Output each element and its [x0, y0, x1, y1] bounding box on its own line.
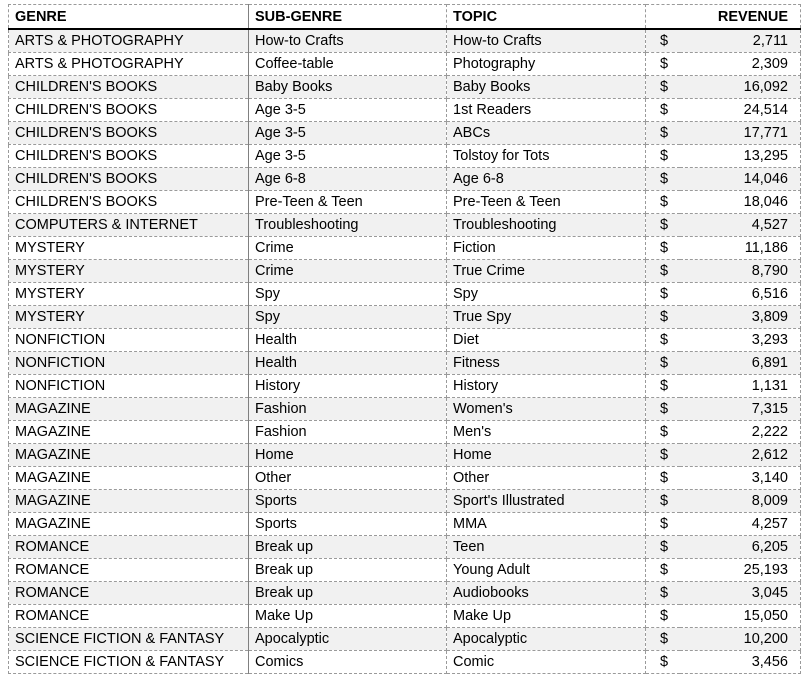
cell-genre[interactable]: CHILDREN'S BOOKS — [9, 168, 249, 191]
cell-sub-genre[interactable]: Baby Books — [249, 76, 447, 99]
cell-revenue[interactable]: 2,309 — [680, 53, 801, 76]
cell-sub-genre[interactable]: Health — [249, 329, 447, 352]
cell-genre[interactable]: MYSTERY — [9, 260, 249, 283]
cell-currency-symbol[interactable]: $ — [646, 29, 680, 53]
cell-revenue[interactable]: 1,131 — [680, 375, 801, 398]
cell-currency-symbol[interactable]: $ — [646, 283, 680, 306]
cell-revenue[interactable]: 6,205 — [680, 536, 801, 559]
table-row[interactable] — [9, 168, 801, 191]
cell-revenue[interactable]: 25,193 — [680, 559, 801, 582]
table-row[interactable] — [9, 651, 801, 674]
cell-revenue[interactable]: 3,293 — [680, 329, 801, 352]
cell-revenue[interactable]: 14,046 — [680, 168, 801, 191]
cell-revenue[interactable]: 10,200 — [680, 628, 801, 651]
cell-genre[interactable]: SCIENCE FICTION & FANTASY — [9, 651, 249, 674]
cell-topic[interactable]: Home — [447, 444, 646, 467]
cell-revenue[interactable]: 2,711 — [680, 29, 801, 53]
cell-sub-genre[interactable]: Make Up — [249, 605, 447, 628]
cell-topic[interactable]: MMA — [447, 513, 646, 536]
cell-sub-genre[interactable]: Age 6-8 — [249, 168, 447, 191]
spreadsheet-table-area — [8, 4, 800, 674]
cell-topic[interactable]: History — [447, 375, 646, 398]
cell-sub-genre[interactable]: Home — [249, 444, 447, 467]
table-row[interactable] — [9, 237, 801, 260]
table-row[interactable] — [9, 145, 801, 168]
cell-revenue[interactable]: 3,045 — [680, 582, 801, 605]
cell-topic[interactable]: Tolstoy for Tots — [447, 145, 646, 168]
cell-genre[interactable]: MAGAZINE — [9, 490, 249, 513]
cell-genre[interactable]: ROMANCE — [9, 559, 249, 582]
cell-topic[interactable]: Fitness — [447, 352, 646, 375]
cell-currency-symbol[interactable]: $ — [646, 99, 680, 122]
cell-currency-symbol[interactable]: $ — [646, 398, 680, 421]
cell-genre[interactable]: ROMANCE — [9, 582, 249, 605]
cell-sub-genre[interactable]: Spy — [249, 283, 447, 306]
cell-topic[interactable]: Pre-Teen & Teen — [447, 191, 646, 214]
cell-currency-symbol[interactable]: $ — [646, 375, 680, 398]
table-row[interactable] — [9, 490, 801, 513]
cell-genre[interactable]: CHILDREN'S BOOKS — [9, 191, 249, 214]
cell-revenue[interactable]: 3,809 — [680, 306, 801, 329]
table-row[interactable] — [9, 536, 801, 559]
cell-sub-genre[interactable]: Fashion — [249, 421, 447, 444]
column-header-sub-genre[interactable]: SUB-GENRE — [249, 5, 447, 30]
cell-genre[interactable]: ARTS & PHOTOGRAPHY — [9, 53, 249, 76]
cell-currency-symbol[interactable]: $ — [646, 490, 680, 513]
cell-sub-genre[interactable]: Crime — [249, 237, 447, 260]
cell-currency-symbol[interactable]: $ — [646, 628, 680, 651]
cell-topic[interactable]: Other — [447, 467, 646, 490]
cell-sub-genre[interactable]: Pre-Teen & Teen — [249, 191, 447, 214]
cell-sub-genre[interactable]: Age 3-5 — [249, 145, 447, 168]
cell-topic[interactable]: Apocalyptic — [447, 628, 646, 651]
cell-genre[interactable]: CHILDREN'S BOOKS — [9, 122, 249, 145]
table-row[interactable] — [9, 260, 801, 283]
cell-topic[interactable]: Make Up — [447, 605, 646, 628]
table-row[interactable] — [9, 352, 801, 375]
cell-topic[interactable]: Men's — [447, 421, 646, 444]
cell-genre[interactable]: NONFICTION — [9, 329, 249, 352]
cell-topic[interactable]: Age 6-8 — [447, 168, 646, 191]
cell-sub-genre[interactable]: Break up — [249, 559, 447, 582]
cell-revenue[interactable]: 3,140 — [680, 467, 801, 490]
table-row[interactable] — [9, 214, 801, 237]
cell-genre[interactable]: NONFICTION — [9, 352, 249, 375]
cell-revenue[interactable]: 6,891 — [680, 352, 801, 375]
cell-currency-symbol[interactable]: $ — [646, 122, 680, 145]
cell-currency-symbol[interactable]: $ — [646, 145, 680, 168]
cell-currency-symbol[interactable]: $ — [646, 306, 680, 329]
cell-sub-genre[interactable]: Fashion — [249, 398, 447, 421]
cell-topic[interactable]: True Crime — [447, 260, 646, 283]
cell-currency-symbol[interactable]: $ — [646, 467, 680, 490]
column-header-revenue[interactable]: REVENUE — [680, 5, 801, 30]
cell-topic[interactable]: Comic — [447, 651, 646, 674]
cell-topic[interactable]: Photography — [447, 53, 646, 76]
table-row[interactable] — [9, 605, 801, 628]
cell-revenue[interactable]: 7,315 — [680, 398, 801, 421]
cell-genre[interactable]: MAGAZINE — [9, 513, 249, 536]
cell-genre[interactable]: MAGAZINE — [9, 421, 249, 444]
table-row[interactable] — [9, 306, 801, 329]
cell-currency-symbol[interactable]: $ — [646, 329, 680, 352]
cell-topic[interactable]: Fiction — [447, 237, 646, 260]
cell-sub-genre[interactable]: Age 3-5 — [249, 99, 447, 122]
cell-topic[interactable]: Teen — [447, 536, 646, 559]
cell-topic[interactable]: Women's — [447, 398, 646, 421]
cell-topic[interactable]: 1st Readers — [447, 99, 646, 122]
table-row[interactable] — [9, 467, 801, 490]
cell-genre[interactable]: COMPUTERS & INTERNET — [9, 214, 249, 237]
cell-revenue[interactable]: 2,612 — [680, 444, 801, 467]
cell-genre[interactable]: SCIENCE FICTION & FANTASY — [9, 628, 249, 651]
cell-currency-symbol[interactable]: $ — [646, 214, 680, 237]
table-row[interactable] — [9, 99, 801, 122]
cell-genre[interactable]: NONFICTION — [9, 375, 249, 398]
cell-genre[interactable]: MYSTERY — [9, 306, 249, 329]
cell-currency-symbol[interactable]: $ — [646, 53, 680, 76]
cell-revenue[interactable]: 16,092 — [680, 76, 801, 99]
table-row[interactable] — [9, 375, 801, 398]
cell-currency-symbol[interactable]: $ — [646, 168, 680, 191]
table-row[interactable] — [9, 582, 801, 605]
cell-sub-genre[interactable]: Health — [249, 352, 447, 375]
cell-sub-genre[interactable]: Break up — [249, 536, 447, 559]
cell-topic[interactable]: Diet — [447, 329, 646, 352]
cell-revenue[interactable]: 2,222 — [680, 421, 801, 444]
cell-currency-symbol[interactable]: $ — [646, 559, 680, 582]
cell-currency-symbol[interactable]: $ — [646, 237, 680, 260]
cell-topic[interactable]: Baby Books — [447, 76, 646, 99]
column-header-currency[interactable] — [646, 5, 680, 30]
cell-topic[interactable]: Sport's Illustrated — [447, 490, 646, 513]
cell-genre[interactable]: ROMANCE — [9, 536, 249, 559]
cell-genre[interactable]: ARTS & PHOTOGRAPHY — [9, 29, 249, 53]
cell-topic[interactable]: How-to Crafts — [447, 29, 646, 53]
cell-currency-symbol[interactable]: $ — [646, 76, 680, 99]
cell-revenue[interactable]: 24,514 — [680, 99, 801, 122]
column-header-topic[interactable]: TOPIC — [447, 5, 646, 30]
cell-genre[interactable]: MYSTERY — [9, 283, 249, 306]
table-row[interactable] — [9, 76, 801, 99]
cell-currency-symbol[interactable]: $ — [646, 352, 680, 375]
column-header-genre[interactable]: GENRE — [9, 5, 249, 30]
cell-topic[interactable]: ABCs — [447, 122, 646, 145]
table-row[interactable] — [9, 421, 801, 444]
cell-revenue[interactable]: 6,516 — [680, 283, 801, 306]
cell-revenue[interactable]: 11,186 — [680, 237, 801, 260]
cell-topic[interactable]: True Spy — [447, 306, 646, 329]
cell-currency-symbol[interactable]: $ — [646, 582, 680, 605]
cell-topic[interactable]: Spy — [447, 283, 646, 306]
cell-currency-symbol[interactable]: $ — [646, 444, 680, 467]
table-row[interactable] — [9, 628, 801, 651]
cell-sub-genre[interactable]: Other — [249, 467, 447, 490]
cell-genre[interactable]: CHILDREN'S BOOKS — [9, 76, 249, 99]
table-row[interactable] — [9, 283, 801, 306]
table-row[interactable] — [9, 29, 801, 53]
cell-genre[interactable]: MYSTERY — [9, 237, 249, 260]
cell-sub-genre[interactable]: Sports — [249, 490, 447, 513]
cell-genre[interactable]: MAGAZINE — [9, 398, 249, 421]
cell-currency-symbol[interactable]: $ — [646, 513, 680, 536]
cell-currency-symbol[interactable]: $ — [646, 651, 680, 674]
table-body — [9, 29, 801, 674]
cell-currency-symbol[interactable]: $ — [646, 260, 680, 283]
cell-sub-genre[interactable]: Crime — [249, 260, 447, 283]
table-row[interactable] — [9, 329, 801, 352]
cell-revenue[interactable]: 13,295 — [680, 145, 801, 168]
table-row[interactable] — [9, 122, 801, 145]
table-row[interactable] — [9, 559, 801, 582]
cell-currency-symbol[interactable]: $ — [646, 536, 680, 559]
table-row[interactable] — [9, 444, 801, 467]
cell-sub-genre[interactable]: Troubleshooting — [249, 214, 447, 237]
cell-topic[interactable]: Young Adult — [447, 559, 646, 582]
cell-sub-genre[interactable]: Coffee-table — [249, 53, 447, 76]
cell-currency-symbol[interactable]: $ — [646, 605, 680, 628]
cell-genre[interactable]: MAGAZINE — [9, 467, 249, 490]
cell-revenue[interactable]: 15,050 — [680, 605, 801, 628]
cell-topic[interactable]: Audiobooks — [447, 582, 646, 605]
cell-sub-genre[interactable]: Sports — [249, 513, 447, 536]
cell-sub-genre[interactable]: Age 3-5 — [249, 122, 447, 145]
table-header-row — [9, 5, 801, 30]
cell-sub-genre[interactable]: Break up — [249, 582, 447, 605]
cell-revenue[interactable]: 3,456 — [680, 651, 801, 674]
table-row[interactable] — [9, 513, 801, 536]
cell-genre[interactable]: MAGAZINE — [9, 444, 249, 467]
cell-sub-genre[interactable]: How-to Crafts — [249, 29, 447, 53]
cell-revenue[interactable]: 4,527 — [680, 214, 801, 237]
cell-sub-genre[interactable]: History — [249, 375, 447, 398]
cell-currency-symbol[interactable]: $ — [646, 191, 680, 214]
cell-revenue[interactable]: 8,790 — [680, 260, 801, 283]
cell-topic[interactable]: Troubleshooting — [447, 214, 646, 237]
table-row[interactable] — [9, 53, 801, 76]
cell-revenue[interactable]: 4,257 — [680, 513, 801, 536]
table-row[interactable] — [9, 191, 801, 214]
cell-revenue[interactable]: 17,771 — [680, 122, 801, 145]
cell-sub-genre[interactable]: Comics — [249, 651, 447, 674]
cell-genre[interactable]: CHILDREN'S BOOKS — [9, 145, 249, 168]
cell-genre[interactable]: CHILDREN'S BOOKS — [9, 99, 249, 122]
cell-revenue[interactable]: 8,009 — [680, 490, 801, 513]
cell-sub-genre[interactable]: Spy — [249, 306, 447, 329]
cell-revenue[interactable]: 18,046 — [680, 191, 801, 214]
table-header — [9, 5, 801, 30]
cell-genre[interactable]: ROMANCE — [9, 605, 249, 628]
cell-sub-genre[interactable]: Apocalyptic — [249, 628, 447, 651]
table-row[interactable] — [9, 398, 801, 421]
revenue-by-genre-table — [8, 4, 801, 674]
cell-currency-symbol[interactable]: $ — [646, 421, 680, 444]
